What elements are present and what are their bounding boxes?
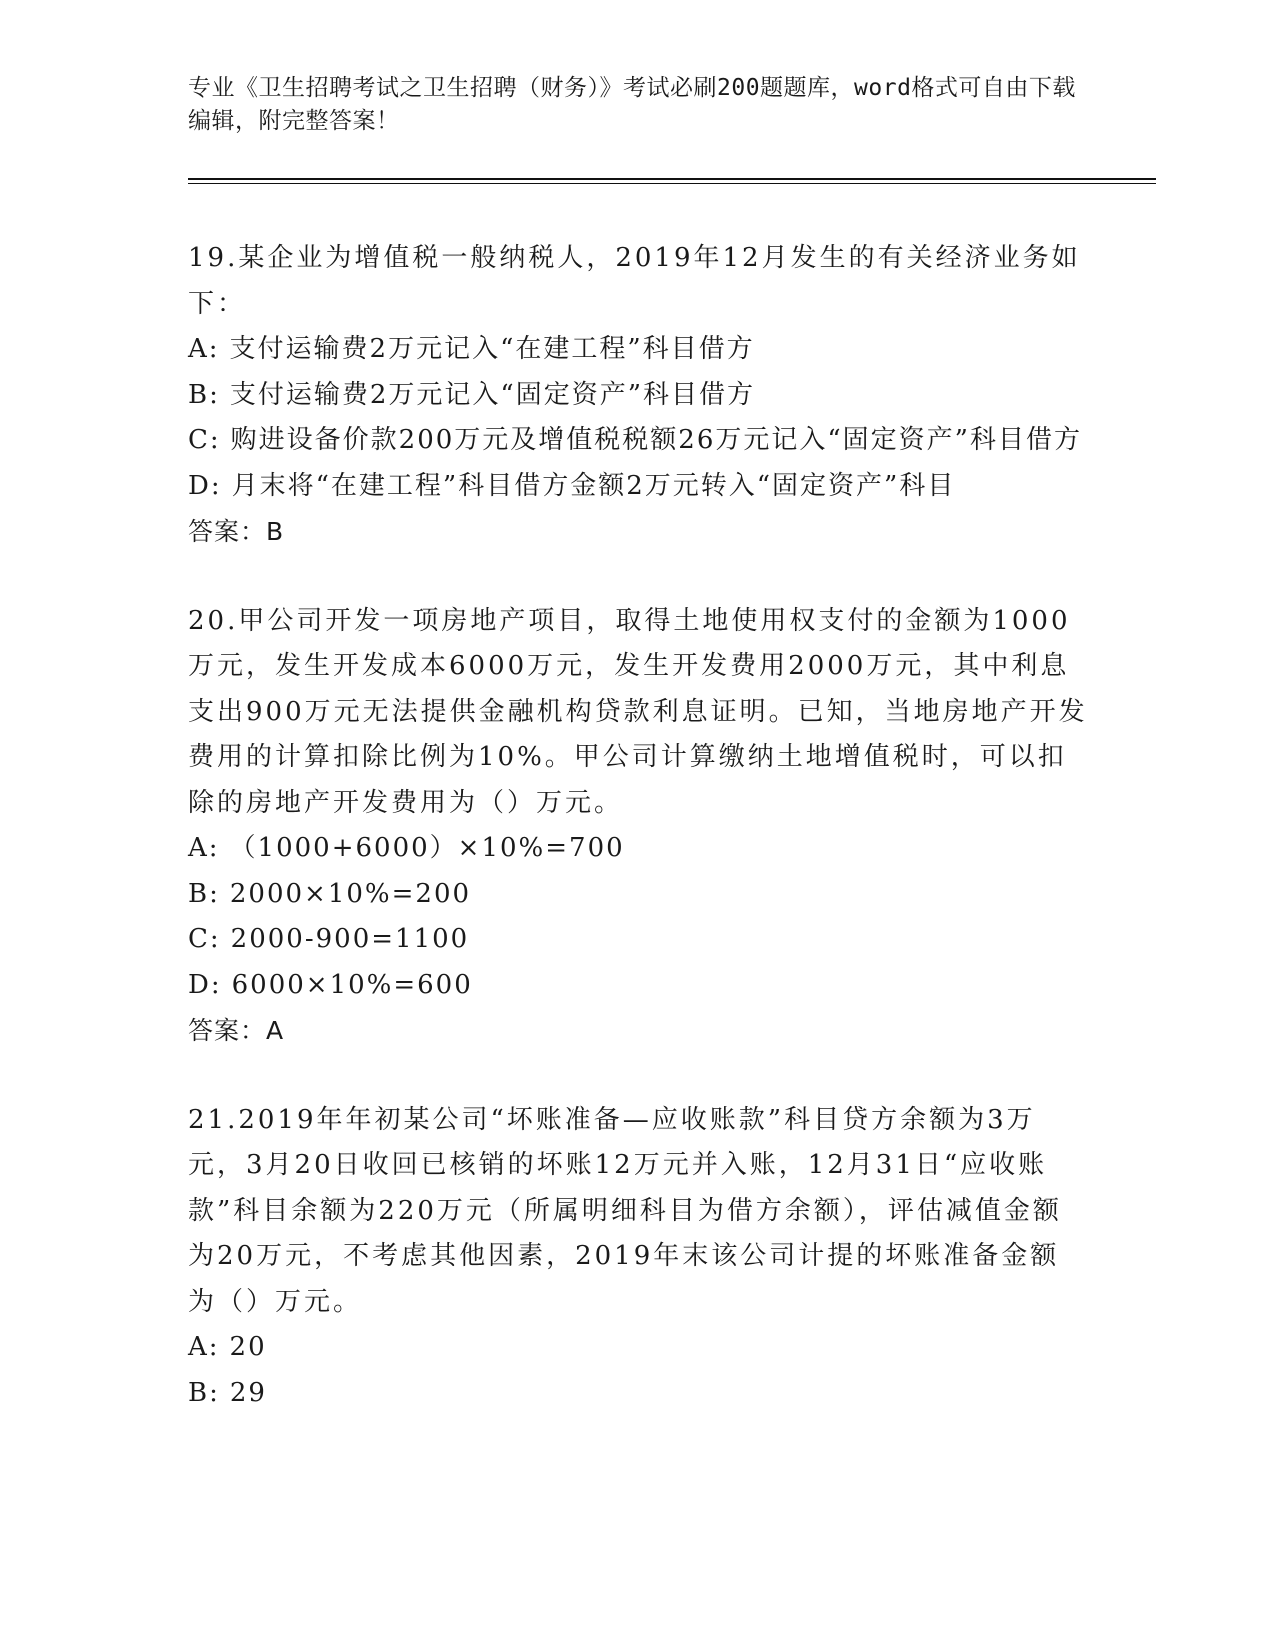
header-intro-text: 专业《卫生招聘考试之卫生招聘（财务）》考试必刷200题题库，word格式可自由下载编辑，附完整答案！ bbox=[188, 75, 1076, 134]
option-text: 20 bbox=[229, 1332, 267, 1362]
option-label: B: bbox=[188, 1377, 220, 1408]
option-b bbox=[188, 373, 1088, 419]
header-divider-thick bbox=[188, 178, 1156, 180]
option-text: 购进设备价款200万元及增值税税额26万元记入“固定资产”科目借方 bbox=[230, 425, 1082, 455]
option-b bbox=[188, 1371, 1088, 1417]
option-a bbox=[188, 327, 1088, 373]
option-a bbox=[188, 826, 1088, 872]
option-text: 月末将“在建工程”科目借方金额2万元转入“固定资产”科目 bbox=[231, 470, 956, 501]
option-text: 支付运输费2万元记入“固定资产”科目借方 bbox=[229, 379, 756, 410]
question-list bbox=[188, 236, 1088, 1460]
question-19 bbox=[188, 236, 1088, 555]
option-text: （1000+6000）×10%=700 bbox=[229, 833, 625, 863]
option-text: 29 bbox=[229, 1377, 267, 1408]
option-text: 6000×10%=600 bbox=[231, 969, 473, 1000]
header-divider-thin bbox=[188, 183, 1156, 184]
question-stem: 20.甲公司开发一项房地产项目，取得土地使用权支付的金额为1000万元，发生开发成本6000万元，发生开发费用2000万元，其中利息支出900万元无法提供金融机构贷款利息证明。已知，当地房地产开发费用的计算扣除比例为10%。甲公司计算缴纳土地增值税时，可以扣除的房地产开发费用为（）万元。 bbox=[188, 605, 1088, 818]
option-b bbox=[188, 872, 1088, 918]
option-text: 支付运输费2万元记入“在建工程”科目借方 bbox=[229, 334, 755, 364]
option-label: A: bbox=[188, 833, 220, 863]
question-stem: 19.某企业为增值税一般纳税人，2019年12月发生的有关经济业务如下： bbox=[188, 243, 1081, 319]
option-label: B: bbox=[188, 878, 220, 909]
option-a bbox=[188, 1325, 1088, 1371]
option-c bbox=[188, 917, 1088, 963]
option-label: D: bbox=[188, 969, 222, 1000]
option-c bbox=[188, 418, 1088, 464]
option-d bbox=[188, 464, 1088, 510]
option-label: B: bbox=[188, 379, 220, 410]
question-21 bbox=[188, 1098, 1088, 1417]
question-stem: 21.2019年年初某公司“坏账准备—应收账款”科目贷方余额为3万元，3月20日收回已核销的坏账12万元并入账，12月31日“应收账款”科目余额为220万元（所属明细科目为借方余额），评估减值金额为20万元，不考虑其他因素，2019年末该公司计提的坏账准备金额为（）万元。 bbox=[188, 1104, 1062, 1317]
option-text: 2000×10%=200 bbox=[229, 878, 472, 909]
document-header bbox=[188, 72, 1088, 138]
option-label: A: bbox=[188, 1332, 220, 1362]
option-text: 2000-900=1100 bbox=[230, 924, 470, 954]
option-d bbox=[188, 963, 1088, 1009]
question-20 bbox=[188, 599, 1088, 1054]
option-label: C: bbox=[188, 924, 221, 954]
answer-line: 答案：A bbox=[188, 1016, 285, 1045]
option-label: C: bbox=[188, 425, 221, 455]
answer-line: 答案：B bbox=[188, 517, 285, 546]
option-label: A: bbox=[188, 334, 220, 364]
option-label: D: bbox=[188, 470, 222, 501]
